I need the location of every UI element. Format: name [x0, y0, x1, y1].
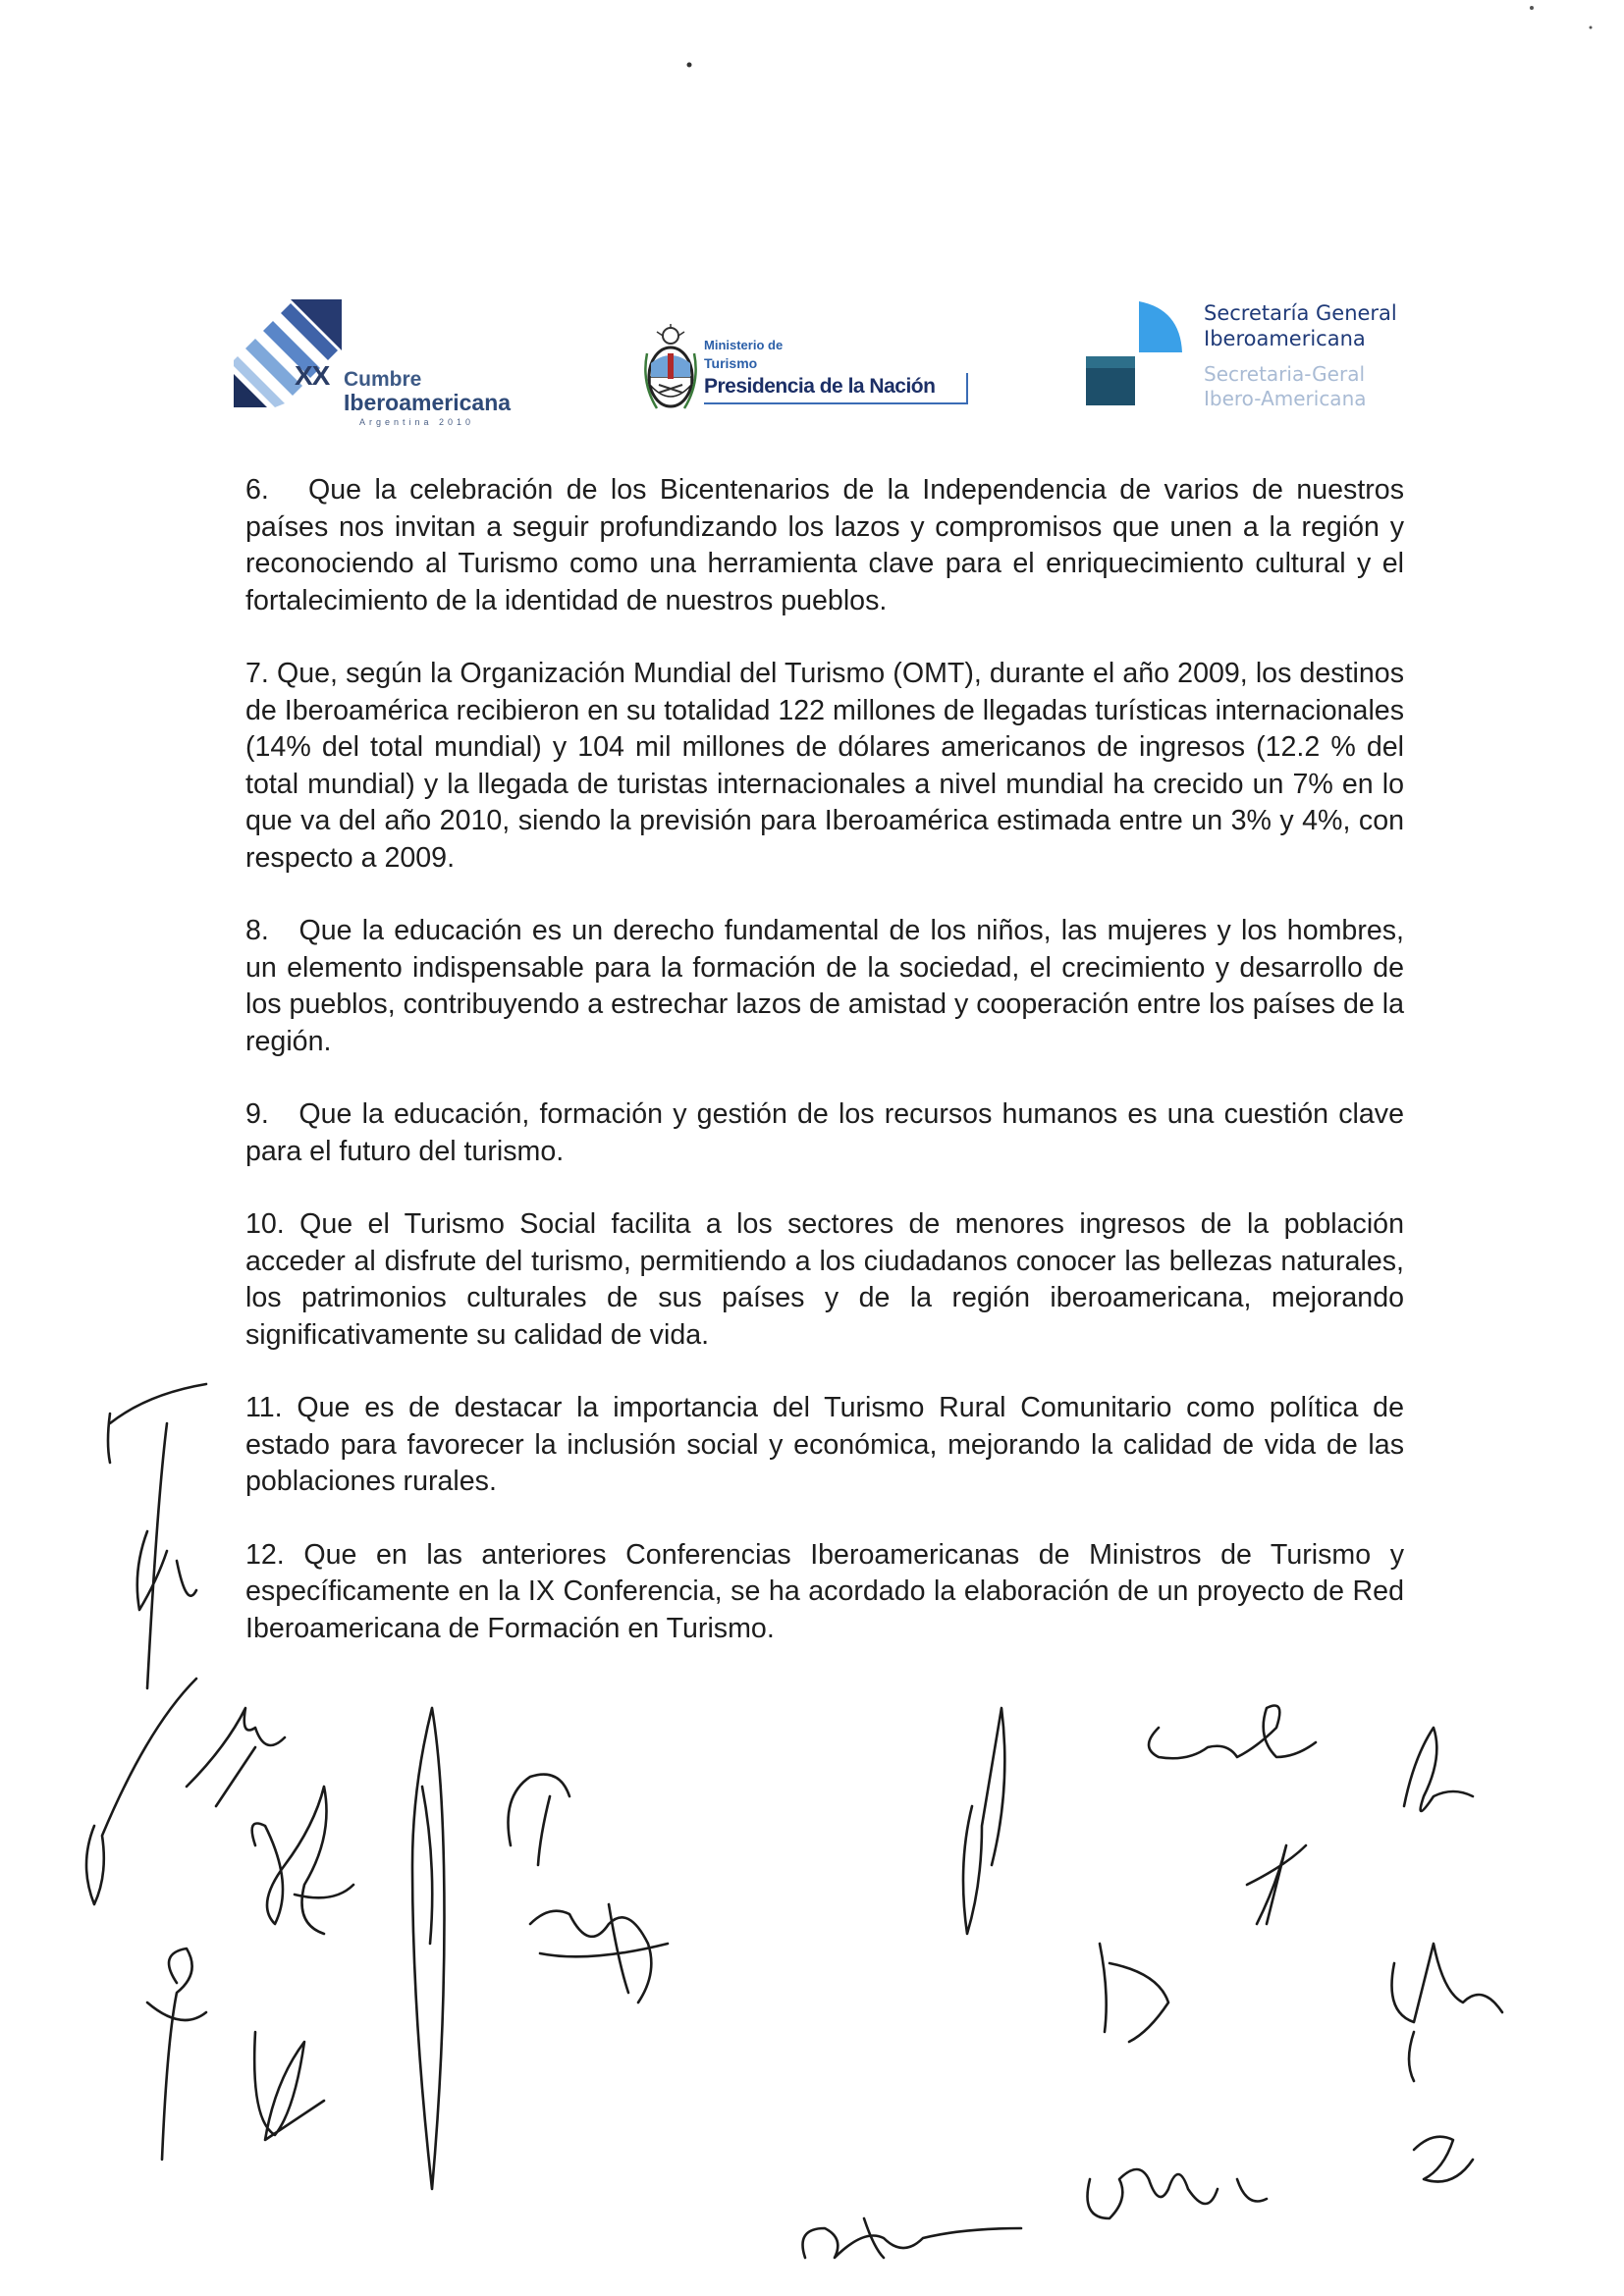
paragraph-number: 6. [245, 474, 269, 506]
signature-4 [147, 1949, 206, 2160]
signature-8 [963, 1708, 1004, 1934]
paragraph-8 [245, 913, 1404, 1060]
margin-initials-signature [108, 1384, 206, 1688]
ministerio-de-text: Ministerio de [704, 338, 784, 352]
paragraph-number: 10. [245, 1208, 285, 1240]
paragraph-6 [245, 472, 1404, 619]
segib-squares-icon [1080, 299, 1182, 409]
signature-9 [1149, 1706, 1316, 1759]
secretaria-geral-text: Secretaria-Geral [1204, 362, 1366, 386]
paragraph-10 [245, 1206, 1404, 1354]
iberoamericana-word: Iberoamericana [344, 390, 512, 415]
paragraph-text: Que la celebración de los Bicentenarios de la Independencia de varios de nuestros países nos invitan a seguir profundizando los lazos y compromisos que unen a la región y reconociendo al Turismo como una herramienta clave para el enriquecimiento cultural y el fortalecimiento de la identidad de nuestros pueblos. [245, 474, 1404, 616]
signature-6 [412, 1708, 445, 2189]
logo-bracket [966, 373, 968, 404]
cumbre-numeral: XX [295, 360, 330, 391]
paragraph-7 [245, 656, 1404, 877]
paragraph-text: Que el Turismo Social facilita a los sectores de menores ingresos de la población acceder al disfrute del turismo, permitiendo a los ciudadanos conocer las bellezas naturales, los patrimonios culturales de sus países y de la región iberoamericana, mejorando significativamente su calidad de vida. [245, 1208, 1404, 1351]
paragraph-number: 12. [245, 1538, 285, 1571]
paragraph-text: Que la educación, formación y gestión de los recursos humanos es una cuestión clave para el futuro del turismo. [245, 1098, 1404, 1167]
signature-10 [1404, 1728, 1473, 1811]
cumbre-iberoamericana-logo [234, 299, 548, 427]
signature-13 [1392, 1944, 1503, 2081]
signature-1 [86, 1679, 196, 1904]
signature-15 [1088, 2169, 1268, 2218]
cumbre-word: Cumbre [344, 368, 422, 391]
signature-5 [254, 2032, 324, 2140]
ministerio-turismo-logo [643, 324, 977, 422]
segib-logo [1080, 299, 1404, 417]
paragraph-number: 11. [245, 1392, 283, 1423]
turismo-text: Turismo [704, 355, 758, 371]
signature-3 [252, 1787, 353, 1934]
signature-12 [1100, 1944, 1168, 2042]
argentina-2010-tagline: Argentina 2010 [359, 417, 475, 427]
paragraph-text: Que, según la Organización Mundial del Turismo (OMT), durante el año 2009, los destinos de Iberoamérica recibieron en su totalidad 122 millones de llegadas turísticas internacionales (14% del total mundial) y 104 mil millones de dólares americanos de ingresos (12.2 % del total mundial) y la llegada de turistas internacionales a nivel mundial ha crecido un 7% en lo que va del año 2010, siendo la previsión para Iberoamérica estimada entre un 3% y 4%, con respecto a 2009. [245, 658, 1404, 874]
signature-7 [509, 1775, 669, 2003]
paragraph-text: Que en las anteriores Conferencias Iberoamericanas de Ministros de Turismo y específicamente en la IX Conferencia, se ha acordado la elaboración de un proyecto de Red Iberoamericana de Formación en Turismo. [245, 1538, 1404, 1644]
argentina-coat-of-arms-icon [643, 324, 698, 414]
iberoamericana-text: Iberoamericana [1204, 327, 1366, 350]
presidencia-text: Presidencia de la Nación [704, 375, 936, 398]
signature-14 [1414, 2137, 1473, 2182]
paragraph-text: Que la educación es un derecho fundamental de los niños, las mujeres y los hombres, un elemento indispensable para la formación de la sociedad, el crecimiento y desarrollo de los pueblos, contribuyendo a estrechar lazos de amistad y cooperación entre los países de la región. [245, 915, 1404, 1057]
signature-16 [803, 2218, 1022, 2258]
signatures-area [0, 1355, 1624, 2296]
paragraph-number: 7. [245, 658, 269, 689]
secretaria-general-text: Secretaría General [1204, 301, 1397, 325]
signature-11 [1247, 1845, 1306, 1924]
ibero-americana-text: Ibero-Americana [1204, 387, 1367, 410]
paragraph-number: 9. [245, 1098, 269, 1130]
paragraph-number: 8. [245, 915, 269, 946]
signature-2 [187, 1708, 285, 1806]
paragraph-text: Que es de destacar la importancia del Turismo Rural Comunitario como política de estado para favorecer la inclusión social y económica, mejorando la calidad de vida de las poblaciones rurales. [245, 1392, 1404, 1497]
logo-underline [704, 402, 967, 404]
paragraph-9 [245, 1096, 1404, 1170]
